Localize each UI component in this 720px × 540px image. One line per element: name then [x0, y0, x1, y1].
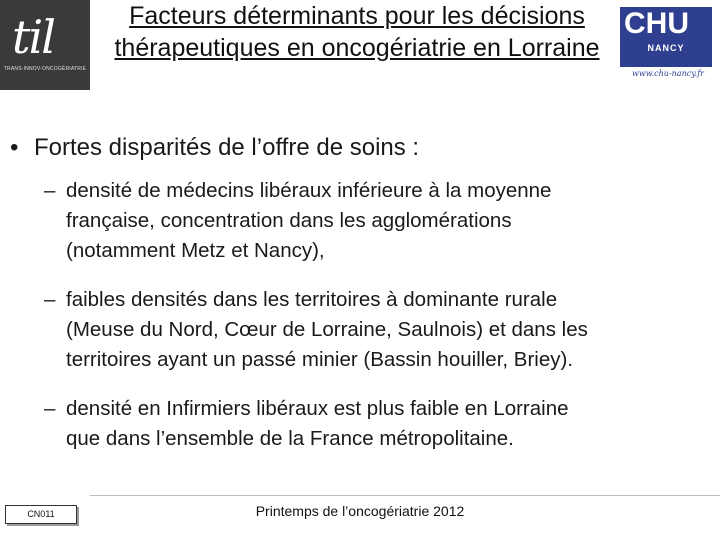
- sub-item-line: [44, 394, 569, 424]
- sub-item-doctors: [44, 176, 551, 266]
- sub-item-nurses: [44, 394, 569, 454]
- main-bullet: [10, 134, 419, 162]
- footer-divider: [90, 495, 720, 496]
- bullet-icon: •: [10, 134, 19, 161]
- sub-item-line: territoires ayant un passé minier (Bassin houiller, Briey).: [66, 348, 574, 371]
- sub-item-line-text: densité en Infirmiers libéraux est plus faible en Lorraine: [66, 397, 569, 420]
- til-logo-mark: til: [12, 10, 54, 64]
- sub-item-line: [44, 176, 551, 206]
- chu-logo-url: www.chu-nancy.fr: [632, 69, 704, 78]
- chu-logo-city: NANCY: [647, 43, 685, 53]
- chu-logo-text: CHU: [624, 7, 689, 40]
- sub-item-line: française, concentration dans les agglomérations: [66, 209, 512, 232]
- sub-item-line: [44, 285, 588, 315]
- footer-code-box: CN011: [5, 505, 77, 524]
- til-logo-subtitle: TRANS-INNOV-ONCOGÉRIATRIE: [3, 66, 87, 72]
- main-bullet-text: Fortes disparités de l’offre de soins :: [34, 134, 420, 161]
- slide-title-line-2: thérapeutiques en oncogériatrie en Lorraine: [114, 34, 600, 62]
- dash-icon: –: [44, 179, 56, 202]
- sub-item-line: (notamment Metz et Nancy),: [66, 239, 325, 262]
- sub-item-line: (Meuse du Nord, Cœur de Lorraine, Saulnois) et dans les: [66, 318, 588, 341]
- sub-item-rural: [44, 285, 588, 375]
- slide-title-line-1: Facteurs déterminants pour les décisions: [129, 2, 585, 30]
- dash-icon: –: [44, 397, 56, 420]
- til-logo: [0, 0, 90, 90]
- dash-icon: –: [44, 288, 56, 311]
- sub-item-line-text: faibles densités dans les territoires à dominante rurale: [66, 288, 558, 311]
- slide-title: [92, 0, 622, 64]
- sub-item-line: que dans l’ensemble de la France métropolitaine.: [66, 427, 514, 450]
- sub-item-line-text: densité de médecins libéraux inférieure à la moyenne: [66, 179, 552, 202]
- chu-nancy-logo: [612, 5, 716, 81]
- footer-event: Printemps de l’oncogériatrie 2012: [255, 503, 465, 519]
